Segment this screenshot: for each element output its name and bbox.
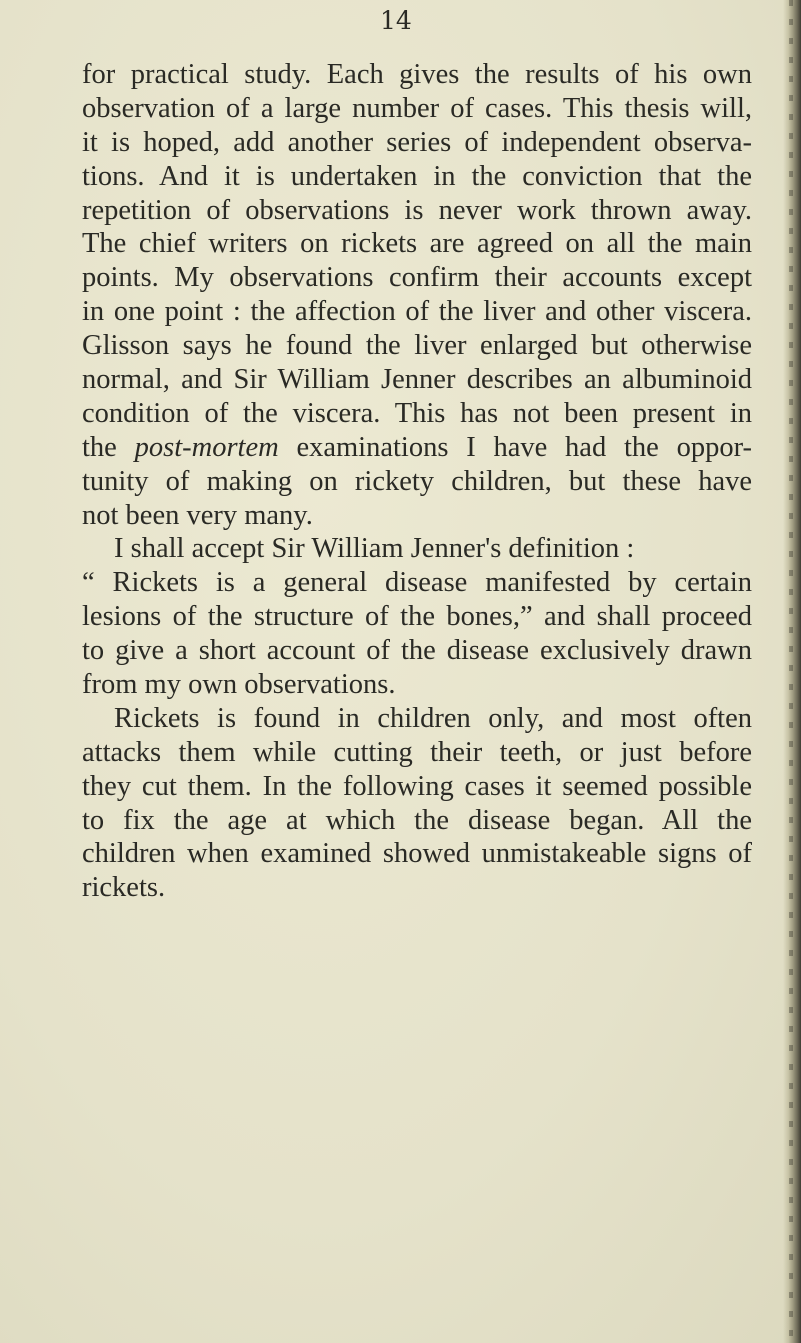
text-line: condition of the viscera. This has not been present in xyxy=(82,397,752,429)
text-line: lesions of the structure of the bones,” and shall proceed xyxy=(82,601,752,633)
text-line: I shall accept Sir William Jenner's definition : xyxy=(114,533,635,565)
text-line: observation of a large number of cases. This thesis will, xyxy=(82,92,752,124)
page-number: 14 xyxy=(380,6,412,35)
text-line: tions. And it is undertaken in the conviction that the xyxy=(82,160,752,192)
text-line: from my own observations. xyxy=(82,669,396,701)
text-line: “ Rickets is a general disease manifested by certain xyxy=(82,567,752,599)
text-line: attacks them while cutting their teeth, or just before xyxy=(82,736,752,768)
text-line: not been very many. xyxy=(82,499,313,531)
text-line: in one point : the affection of the liver and other viscera. xyxy=(82,296,752,328)
text-line: repetition of observations is never work thrown away. xyxy=(82,194,752,226)
text-line: to give a short account of the disease exclusively drawn xyxy=(82,635,752,667)
text-line: points. My observations confirm their accounts except xyxy=(82,262,752,294)
text-line: Rickets is found in children only, and most often xyxy=(114,702,752,734)
text-line: to fix the age at which the disease began. All the xyxy=(82,804,752,836)
text-line: The chief writers on rickets are agreed on all the main xyxy=(82,228,752,260)
text-line: it is hoped, add another series of independent observa- xyxy=(82,126,752,158)
text-line: rickets. xyxy=(82,872,166,904)
text-line: for practical study. Each gives the results of his own xyxy=(82,59,752,90)
text-line: tunity of making on rickety children, but these have xyxy=(82,465,752,497)
text-line: Glisson says he found the liver enlarged but otherwise xyxy=(82,330,752,362)
text-line: children when examined showed unmistakeable signs of xyxy=(82,838,752,870)
page-edge-shadow xyxy=(783,0,801,1343)
text-line: they cut them. In the following cases it seemed possible xyxy=(82,770,752,802)
body-text xyxy=(82,58,752,905)
italic-phrase: post-mortem xyxy=(134,431,279,463)
text-line: normal, and Sir William Jenner describes an albuminoid xyxy=(82,364,752,396)
text-line: the post-mortem examinations I have had the oppor- xyxy=(82,431,752,463)
